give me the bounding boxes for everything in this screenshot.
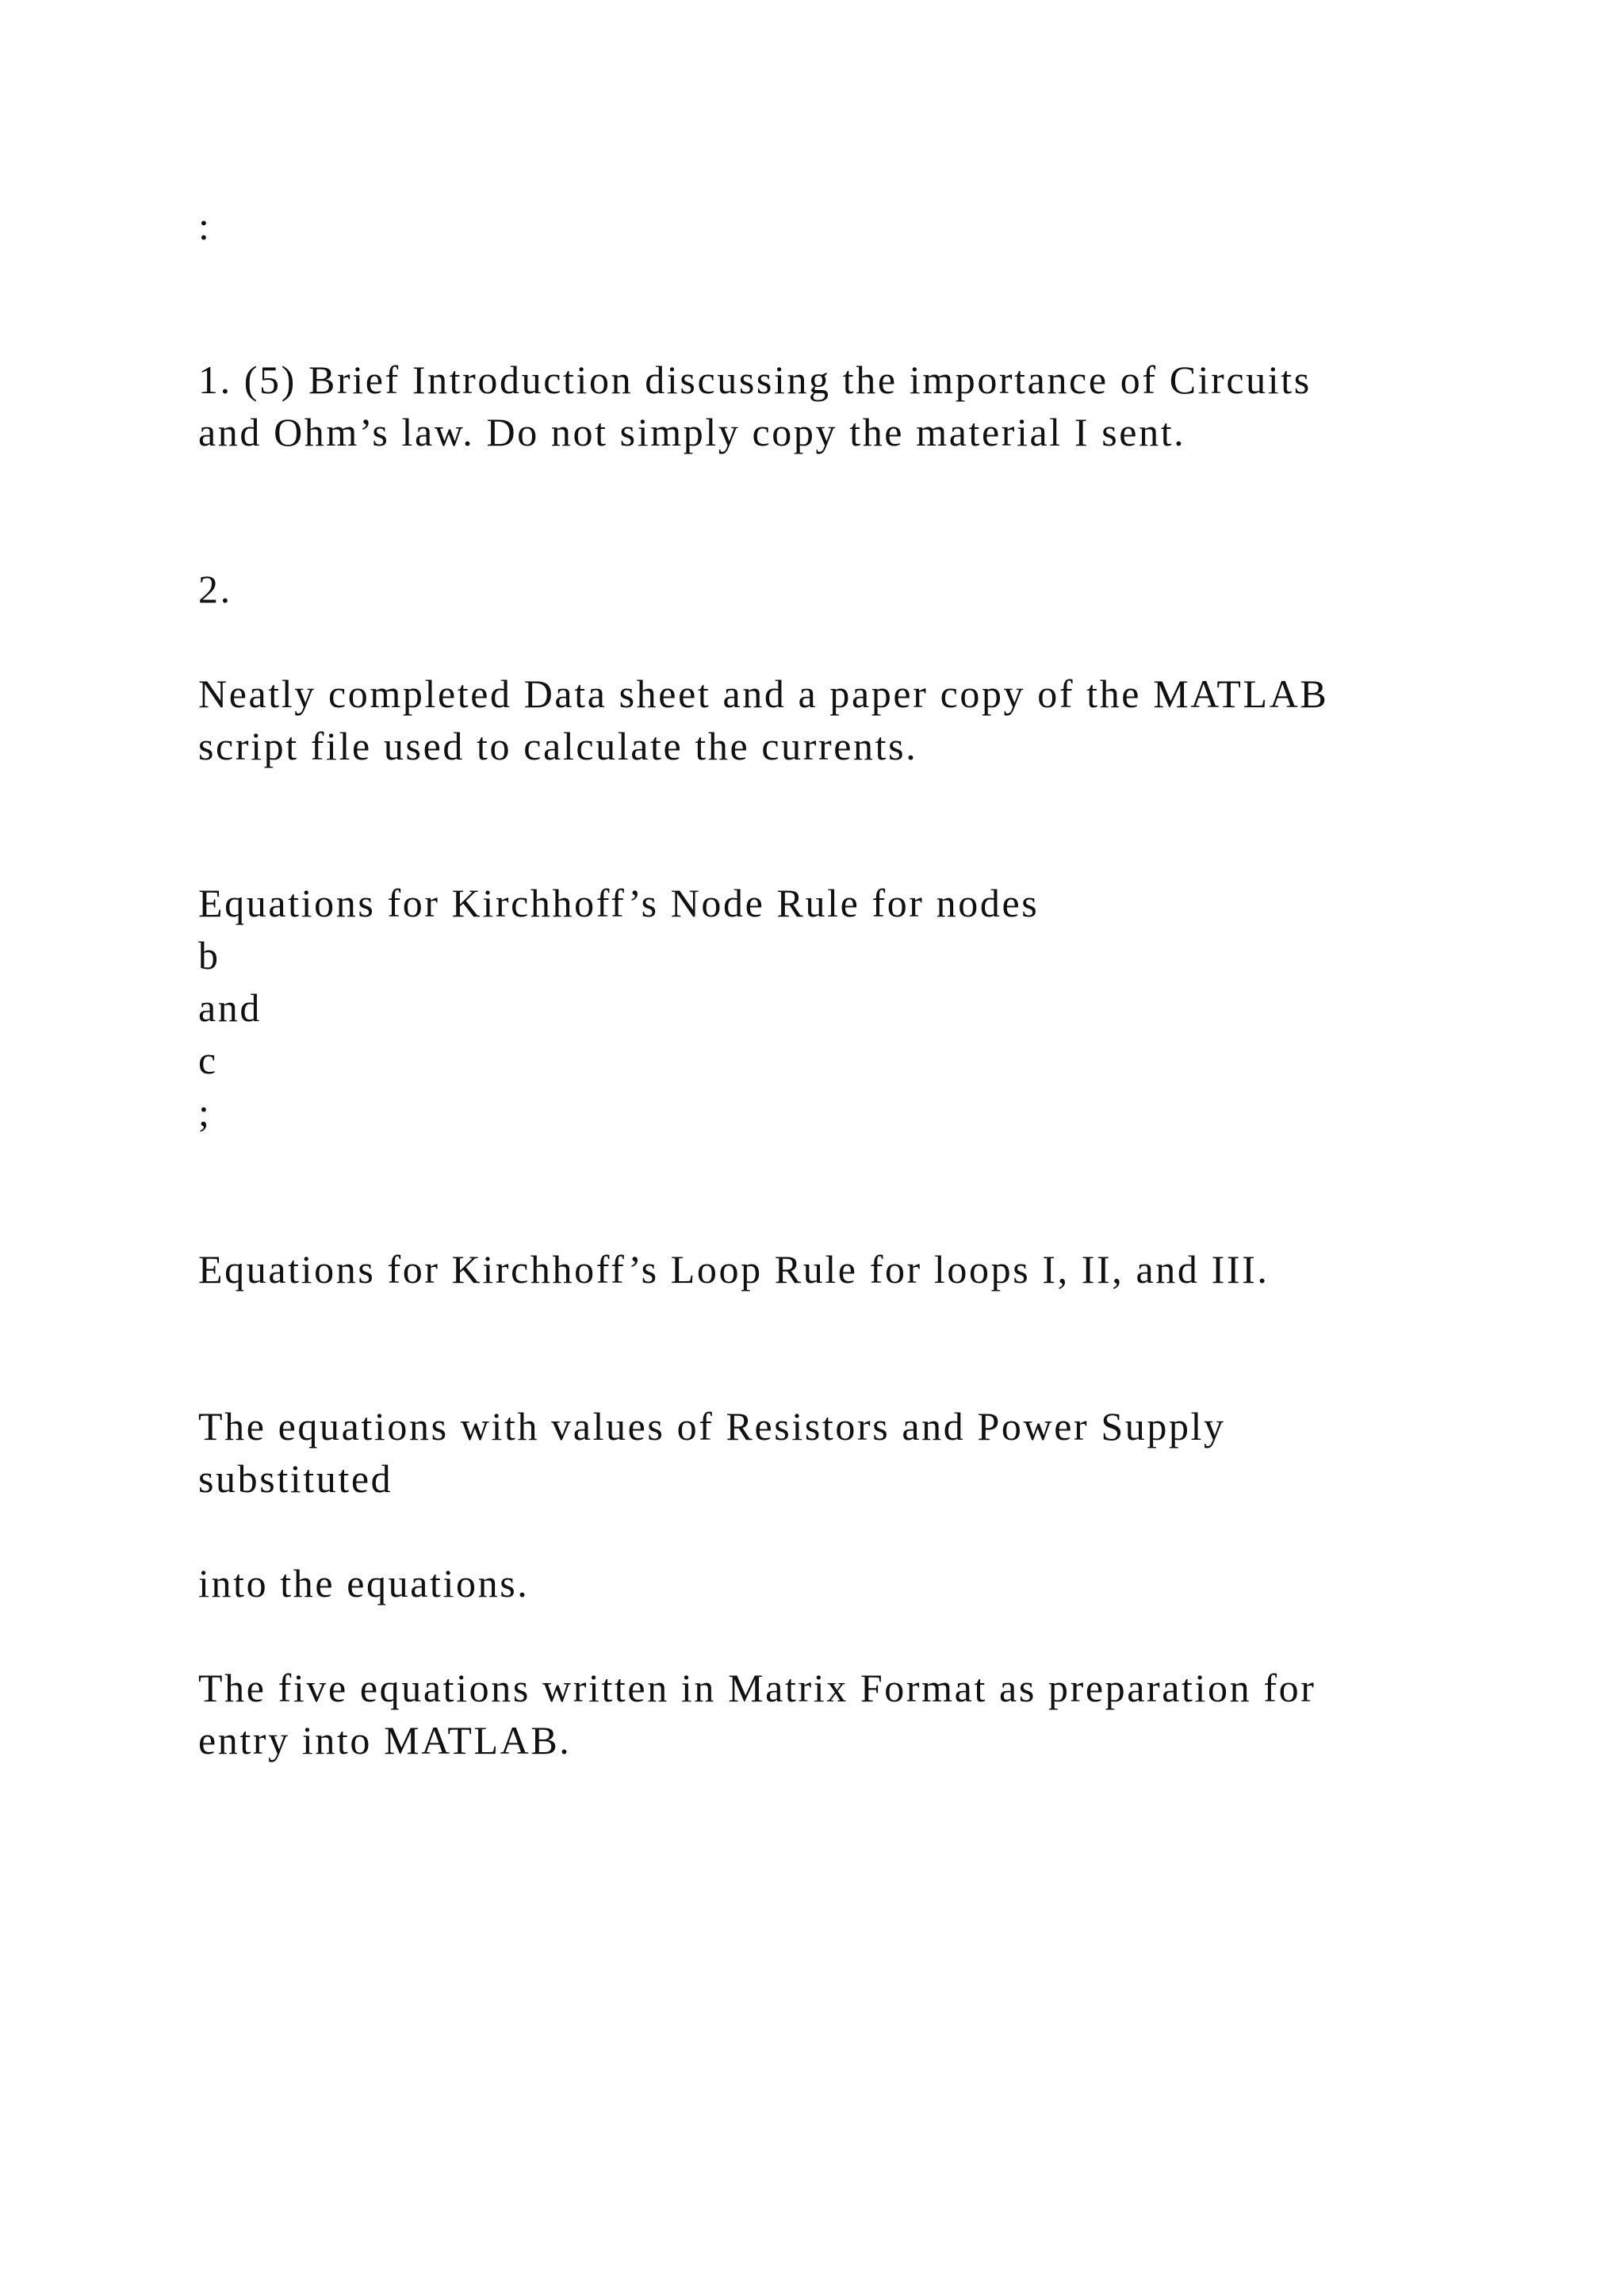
substituted-line2: substituted bbox=[198, 1456, 393, 1501]
node-rule-node-c: c bbox=[198, 1038, 218, 1082]
matrix-line1: The five equations written in Matrix Format as preparation for bbox=[198, 1666, 1316, 1710]
item1-line2: and Ohm’s law. Do not simply copy the material I sent. bbox=[198, 410, 1186, 454]
colon-text: : bbox=[198, 204, 212, 248]
substituted-line3: into the equations. bbox=[198, 1561, 530, 1605]
substituted-line1: The equations with values of Resistors and Power Supply bbox=[198, 1404, 1226, 1448]
data-sheet-line2: script file used to calculate the currents. bbox=[198, 724, 918, 768]
node-rule-line1: Equations for Kirchhoff’s Node Rule for nodes bbox=[198, 881, 1040, 925]
loop-rule-text: Equations for Kirchhoff’s Loop Rule for loops I, II, and III. bbox=[198, 1247, 1270, 1292]
node-rule-and: and bbox=[198, 985, 262, 1030]
item1-line1: 1. (5) Brief Introduction discussing the importance of Circuits bbox=[198, 358, 1312, 402]
item2-number: 2. bbox=[198, 567, 232, 611]
data-sheet-line1: Neatly completed Data sheet and a paper copy of the MATLAB bbox=[198, 672, 1329, 716]
node-rule-semicolon: ; bbox=[198, 1090, 212, 1135]
node-rule-node-b: b bbox=[198, 933, 220, 978]
matrix-line2: entry into MATLAB. bbox=[198, 1718, 572, 1762]
